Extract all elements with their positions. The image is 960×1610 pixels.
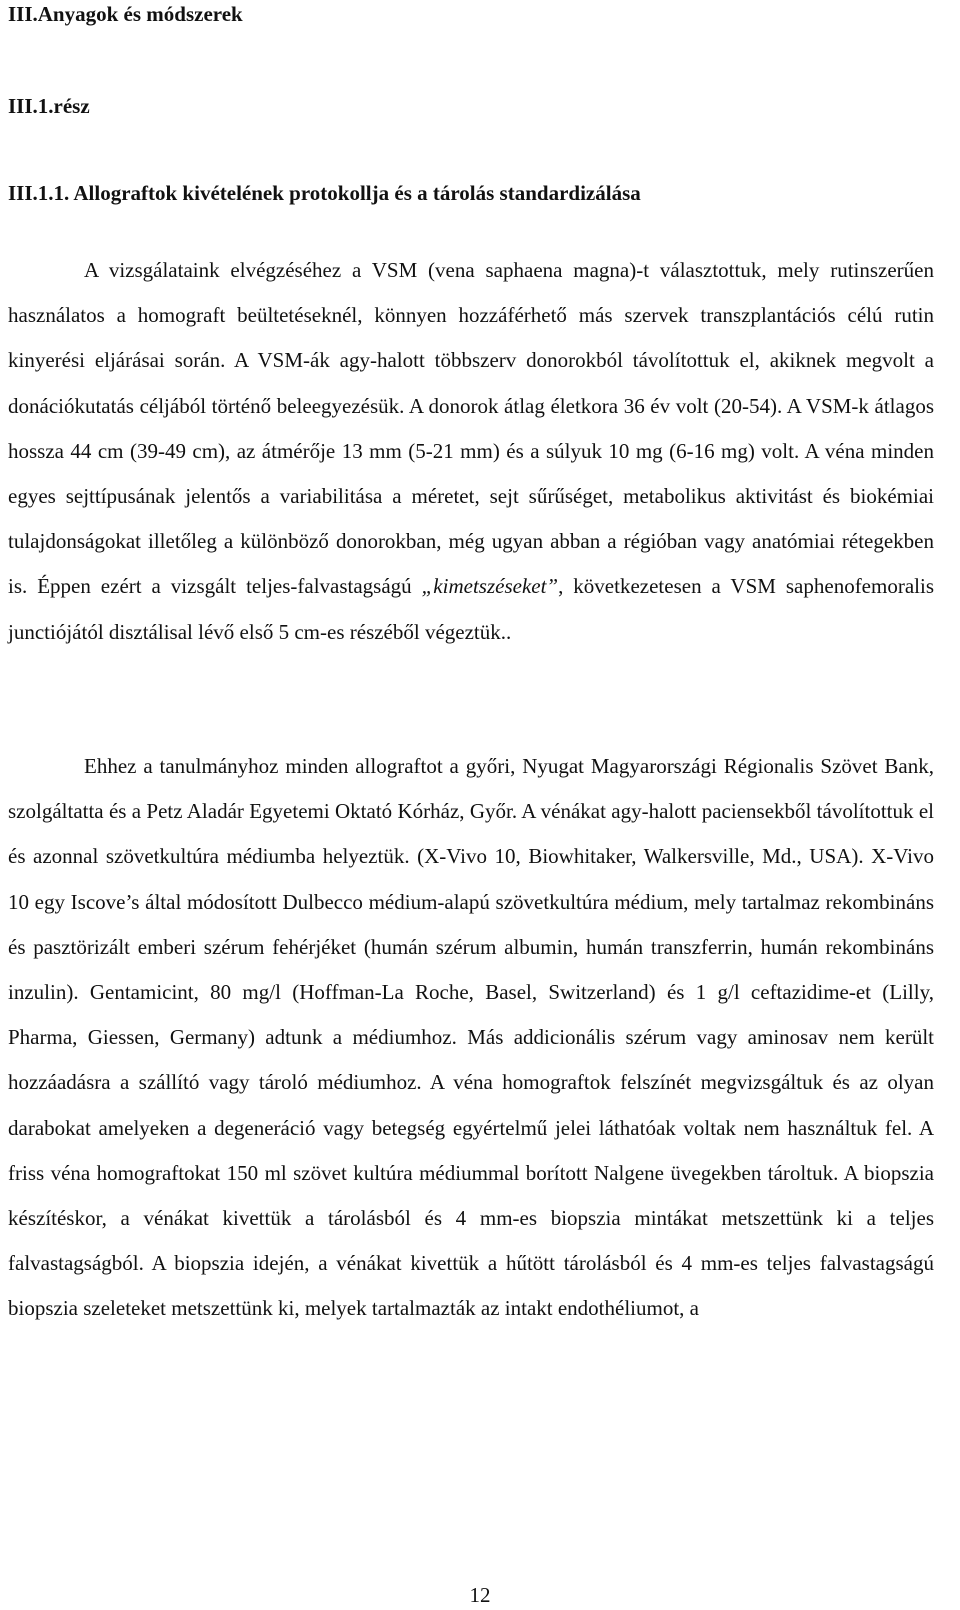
- paragraph-1-text-start: A vizsgálataink elvégzéséhez a VSM (vena saphaena magna)-t választottuk, mely rutinszerűen használatos a homograft beültetéseknél, könnyen hozzáférhető más szervek transzplantációs célú rutin kinyerési eljárásai során. A VSM-ák agy-halott többszerv donorokból távolítottuk el, akiknek megvolt a donációkutatás céljából történő beleegyezésük. A donorok átlag életkora 36 év volt (20-54). A VSM-k átlagos hossza 44 cm (39-49 cm), az átmérője 13 mm (5-21 mm) és a súlyuk 10 mg (6-16 mg) volt. A véna minden egyes sejttípusának jelentős a variabilitása a méretet, sejt sűrűséget, metabolikus aktivitást és biokémiai tulajdonságokat illetőleg a különböző donorokban, még ugyan abban a régióban vagy anatómiai rétegekben is. Éppen ezért a vizsgált teljes-falvastagságú: [8, 258, 934, 599]
- body-paragraph-1: [8, 248, 934, 655]
- page-number: 12: [469, 1583, 491, 1607]
- part-heading: III.1.rész: [8, 94, 90, 118]
- subsection-heading: III.1.1. Allograftok kivételének protokollja és a tárolás standardizálása: [8, 181, 641, 205]
- body-paragraph-2: Ehhez a tanulmányhoz minden allograftot a győri, Nyugat Magyarországi Régionalis Szövet Bank, szolgáltatta és a Petz Aladár Egyetemi Oktató Kórház, Győr. A vénákat agy-halott paciensekből távolítottuk el és azonnal szövetkultúra médiumba helyeztük. (X-Vivo 10, Biowhitaker, Walkersville, Md., USA). X-Vivo 10 egy Iscove’s által módosított Dulbecco médium-alapú szövetkultúra médium, mely tartalmaz rekombináns és pasztörizált emberi szérum fehérjéket (humán szérum albumin, humán transzferrin, humán rekombináns inzulin). Gentamicint, 80 mg/l (Hoffman-La Roche, Basel, Switzerland) és 1 g/l ceftazidime-et (Lilly, Pharma, Giessen, Germany) adtunk a médiumhoz. Más addicionális szérum vagy aminosav nem került hozzáadásra a szállító vagy tároló médiumhoz. A véna homograftok felszínét megvizsgáltuk és az olyan darabokat amelyeken a degeneráció vagy betegség egyértelmű jelei láthatóak voltak nem használtuk fel. A friss véna homograftokat 150 ml szövet kultúra médiummal borított Nalgene üvegekben tároltuk. A biopszia készítéskor, a vénákat kivettük a tárolásból és 4 mm-es biopszia mintákat metszettünk ki a teljes falvastagságból. A biopszia idején, a vénákat kivettük a hűtött tárolásból és 4 mm-es teljes falvastagságú biopszia szeleteket metszettünk ki, melyek tartalmazták az intakt endothéliumot, a: [8, 754, 934, 1321]
- paragraph-1-text-end: , következetesen a VSM saphenofemoralis junctiójától disztálisal lévő első 5 cm-es részéből végeztük..: [8, 574, 934, 644]
- paragraph-1-emphasis: „kimetszéseket”: [421, 574, 559, 599]
- section-heading: III.Anyagok és módszerek: [8, 2, 243, 26]
